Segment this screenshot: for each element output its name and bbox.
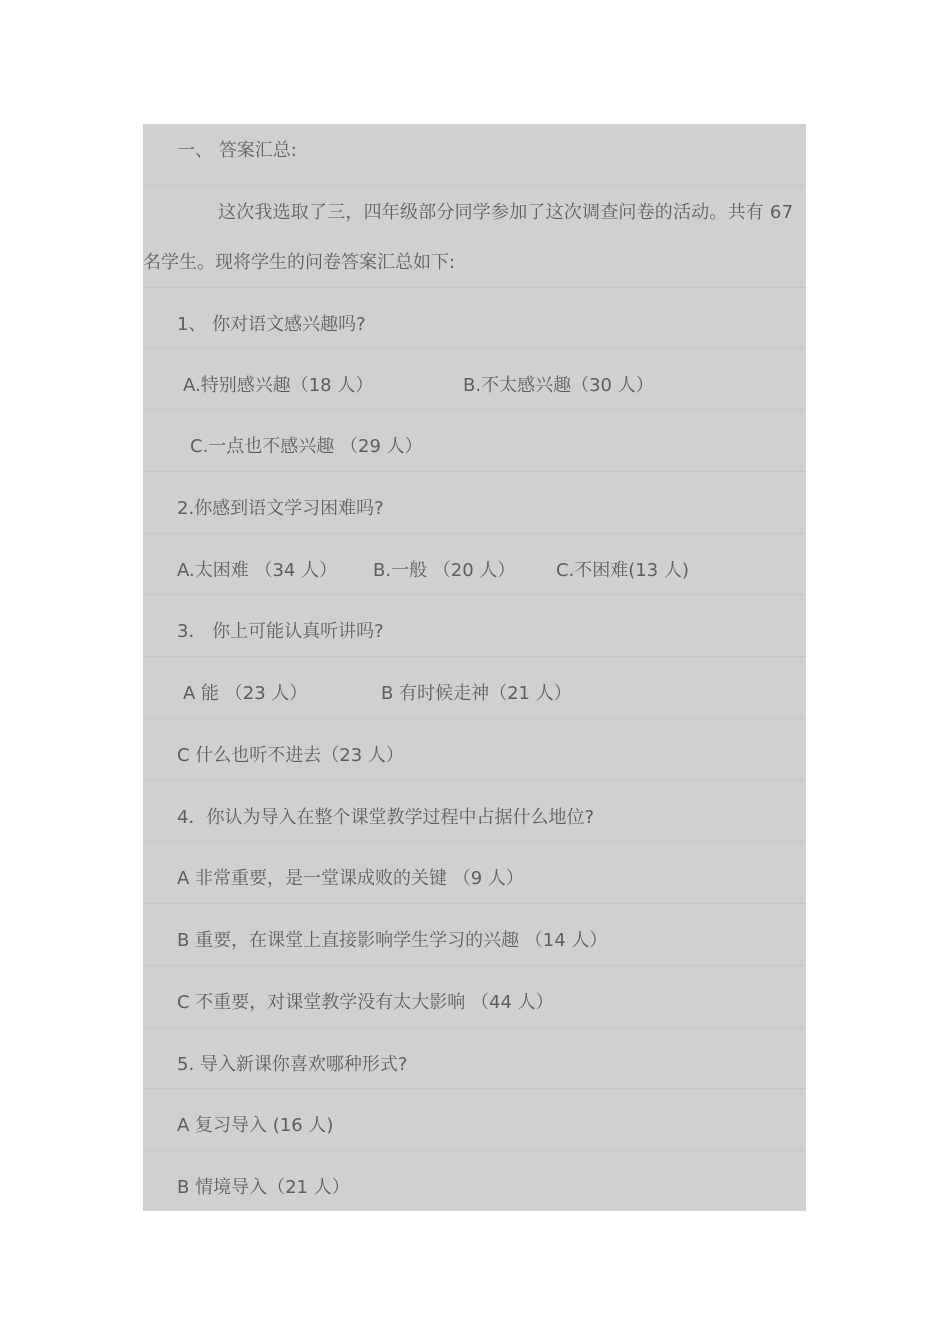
q4-question-row [143,780,806,841]
q5-option-a: A 复习导入 (16 人) [177,1115,334,1136]
section-heading: 一、 答案汇总: [177,140,297,161]
intro-line-2: 名学生。现将学生的问卷答案汇总如下: [143,252,456,273]
q5-question: 5. 导入新课你喜欢哪种形式? [177,1054,408,1075]
q4-option-b: B 重要，在课堂上直接影响学生学习的兴趣 （14 人） [177,930,608,951]
q2-options-row [143,533,806,594]
q5-option-a-row [143,1088,806,1149]
q3-question: 3． 你上可能认真听讲吗? [177,621,384,642]
q4-option-a-row [143,841,806,902]
q2-option-b: B.一般 （20 人） [373,560,516,581]
q1-option-c-row [143,409,806,470]
intro-row [143,185,806,287]
q3-options-row [143,656,806,717]
q2-option-c: C.不困难(13 人) [556,560,689,581]
q4-question: 4．你认为导入在整个课堂教学过程中占据什么地位? [177,807,595,828]
q1-option-b: B.不太感兴趣（30 人） [463,375,654,396]
q4-option-c-row [143,965,806,1026]
heading-row [143,124,806,185]
q1-option-a: A.特别感兴趣（18 人） [183,375,374,396]
survey-summary-panel [143,124,806,1211]
q4-option-c: C 不重要，对课堂教学没有太大影响 （44 人） [177,992,554,1013]
q3-question-row [143,594,806,655]
q1-options-row [143,348,806,409]
q3-option-c-row [143,718,806,779]
q1-question-row [143,287,806,348]
q5-option-b: B 情境导入（21 人） [177,1177,350,1198]
q4-option-a: A 非常重要，是一堂课成败的关键 （9 人） [177,868,524,889]
q4-option-b-row [143,903,806,964]
q1-option-c: C.一点也不感兴趣 （29 人） [190,436,423,457]
q3-option-c: C 什么也听不进去（23 人） [177,745,404,766]
q2-question-row [143,471,806,532]
intro-line-1: 这次我选取了三，四年级部分同学参加了这次调查问卷的活动。共有 67 [218,202,794,223]
q1-question: 1、 你对语文感兴趣吗? [177,314,366,335]
q3-option-b: B 有时候走神（21 人） [381,683,572,704]
q5-question-row [143,1027,806,1088]
q2-option-a: A.太困难 （34 人） [177,560,338,581]
q5-option-b-row [143,1150,806,1211]
q2-question: 2.你感到语文学习困难吗? [177,498,384,519]
q3-option-a: A 能 （23 人） [183,683,308,704]
